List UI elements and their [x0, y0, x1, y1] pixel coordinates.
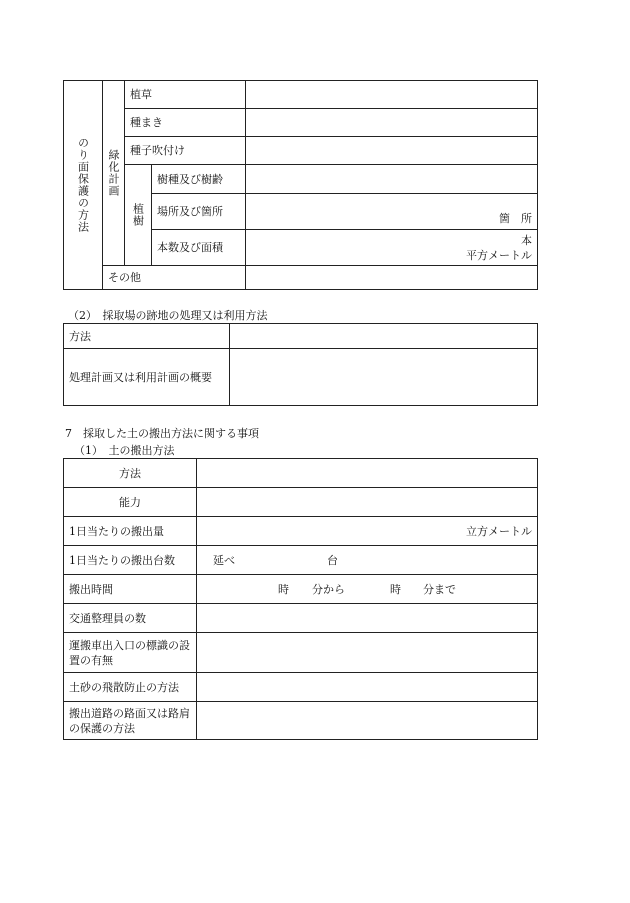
seeding-label: 種まき: [125, 109, 246, 137]
capacity-label: 能力: [64, 488, 197, 517]
section-7-heading: 7 採取した土の搬出方法に関する事項: [65, 427, 259, 440]
hours-label: 搬出時間: [64, 575, 197, 604]
trees-unit: 本: [521, 233, 532, 247]
greening-plan-label: 緑化計画: [103, 81, 125, 266]
species-age-field[interactable]: [246, 165, 538, 194]
road-protection-label: 搬出道路の路面又は路肩の保護の方法: [64, 702, 197, 740]
vehicles-unit: 台: [327, 554, 338, 567]
signage-field[interactable]: [197, 633, 538, 673]
until-unit: 分まで: [423, 583, 456, 596]
seed-spraying-field[interactable]: [246, 137, 538, 165]
from-unit: 分から: [312, 583, 345, 596]
plant-grass-label: 植草: [125, 81, 246, 109]
transport-method-field[interactable]: [197, 459, 538, 488]
daily-vehicles-label: 1日当たりの搬出台数: [64, 546, 197, 575]
daily-vehicles-field[interactable]: [197, 546, 538, 575]
road-protection-field[interactable]: [197, 702, 538, 740]
location-count-field[interactable]: [246, 194, 538, 230]
planting-label: 植樹: [125, 165, 152, 266]
dust-prevention-label: 土砂の飛散防止の方法: [64, 673, 197, 702]
slope-protection-table: [63, 80, 538, 290]
count-area-label: 本数及び面積: [152, 230, 246, 266]
total-text: 延べ: [213, 554, 235, 567]
signage-label: 運搬車出入口の標識の設置の有無: [64, 633, 197, 673]
seeding-field[interactable]: [246, 109, 538, 137]
section-7-subheading: （1） 土の搬出方法: [74, 444, 175, 457]
other-label: その他: [103, 266, 246, 290]
location-count-label: 場所及び箇所: [152, 194, 246, 230]
soil-transport-table: [63, 458, 538, 740]
daily-volume-label: 1日当たりの搬出量: [64, 517, 197, 546]
hour-unit-2: 時: [390, 583, 401, 596]
site-disposal-table: [63, 323, 538, 406]
places-unit: 箇 所: [499, 212, 532, 225]
method-label: 方法: [64, 324, 230, 349]
slope-protection-label: のり面保護の方法: [64, 81, 103, 290]
daily-volume-field[interactable]: [197, 517, 538, 546]
plant-grass-field[interactable]: [246, 81, 538, 109]
count-area-field[interactable]: [246, 230, 538, 266]
seed-spraying-label: 種子吹付け: [125, 137, 246, 165]
hour-unit-1: 時: [278, 583, 289, 596]
dust-prevention-field[interactable]: [197, 673, 538, 702]
traffic-staff-field[interactable]: [197, 604, 538, 633]
plan-overview-field[interactable]: [230, 349, 538, 406]
cubic-meter-unit: 立方メートル: [466, 524, 532, 538]
method-field[interactable]: [230, 324, 538, 349]
species-age-label: 樹種及び樹齢: [152, 165, 246, 194]
capacity-field[interactable]: [197, 488, 538, 517]
square-meter-unit: 平方メートル: [466, 248, 532, 262]
traffic-staff-label: 交通整理員の数: [64, 604, 197, 633]
transport-method-label: 方法: [64, 459, 197, 488]
other-field[interactable]: [246, 266, 538, 290]
hours-field[interactable]: [197, 575, 538, 604]
plan-overview-label: 処理計画又は利用計画の概要: [64, 349, 230, 406]
section-2-heading: （2） 採取場の跡地の処理又は利用方法: [68, 309, 268, 322]
